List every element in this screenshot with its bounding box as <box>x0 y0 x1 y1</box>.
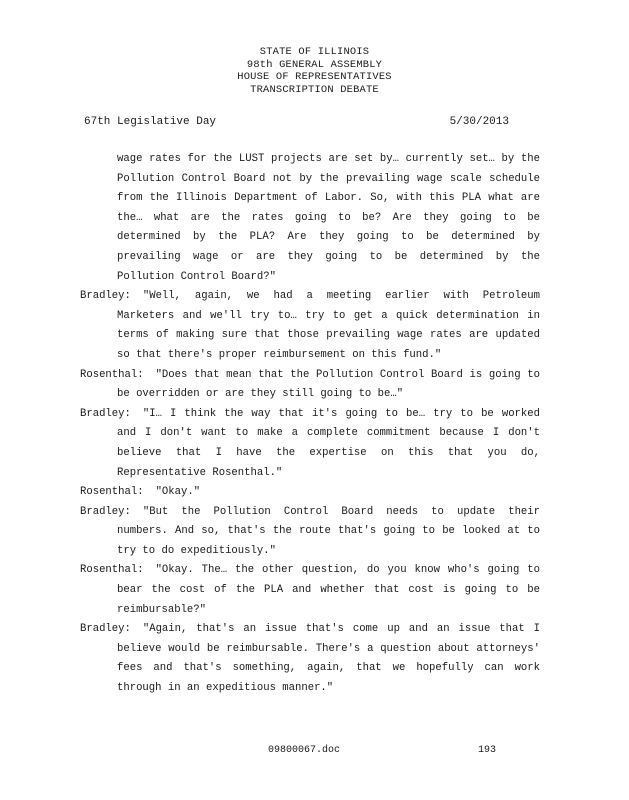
legislative-day: 67th Legislative Day <box>84 116 217 128</box>
speech-text: "But the Pollution Control Board needs to update their numbers. And so, that's the route that's going to be looked at to try to do expeditiously." <box>117 505 540 557</box>
continued-paragraph: wage rates for the LUST projects are set by… currently set… by the Pollution Control Board not by the prevailing wage scale schedule from the Illinois Department of Labor. So, with this PLA what are the… what are the rates going to be? Are they going to be determined by the PLA? Are they going to be determined by prevailing wage or are they going to be determined by the Pollution Control Board?" <box>117 153 540 283</box>
speech-bradley-3 <box>80 503 540 562</box>
speech-bradley-2 <box>80 405 540 483</box>
speech-text: "Well, again, we had a meeting earlier with Petroleum Marketers and we'll try to… try to get a quick determination in terms of making sure that those prevailing wage rates are updated so that there's proper reimbursement on this fund." <box>117 290 540 361</box>
document-header <box>0 46 629 96</box>
speaker-name: Rosenthal: <box>80 368 144 381</box>
speech-text: "Okay. The… the other question, do you know who's going to bear the cost of the PLA and whether that cost is going to be reimbursable?" <box>117 564 540 616</box>
speech-text: "Okay." <box>155 486 201 499</box>
speaker-name: Bradley: <box>80 505 131 518</box>
speech-rosenthal-2 <box>80 483 540 503</box>
speech-bradley-4 <box>80 620 540 698</box>
speech-text: "Does that mean that the Pollution Control Board is going to be overridden or are they still going to be…" <box>117 368 540 401</box>
speaker-name: Rosenthal: <box>80 564 144 577</box>
speech-rosenthal-1 <box>80 366 540 405</box>
speech-bradley-1 <box>80 287 540 365</box>
session-date: 5/30/2013 <box>449 116 509 128</box>
header-state: STATE OF ILLINOIS <box>259 46 370 58</box>
speaker-name: Bradley: <box>80 623 131 636</box>
header-debate: TRANSCRIPTION DEBATE <box>250 83 379 96</box>
speech-text: "I… I think the way that it's going to be… try to be worked and I don't want to make a complete commitment because I don't believe that I have the expertise on this that you do, Representative Rosenthal." <box>117 407 540 479</box>
page-number: 193 <box>478 745 497 756</box>
speaker-name: Bradley: <box>80 407 131 420</box>
legislative-day-line <box>84 113 509 133</box>
transcript-body <box>80 150 540 699</box>
speaker-name: Bradley: <box>80 290 131 303</box>
header-house: HOUSE OF REPRESENTATIVES <box>237 71 392 84</box>
header-assembly: 98th GENERAL ASSEMBLY <box>246 58 383 71</box>
document-id: 09800067.doc <box>268 745 341 756</box>
speech-rosenthal-3 <box>80 561 540 620</box>
speaker-name: Rosenthal: <box>80 486 144 499</box>
speech-text: "Again, that's an issue that's come up and an issue that I believe would be reimbursable. There's a question about attorneys' fees and that's something, again, that we hopefully can work through in an expeditious manner." <box>117 623 540 695</box>
